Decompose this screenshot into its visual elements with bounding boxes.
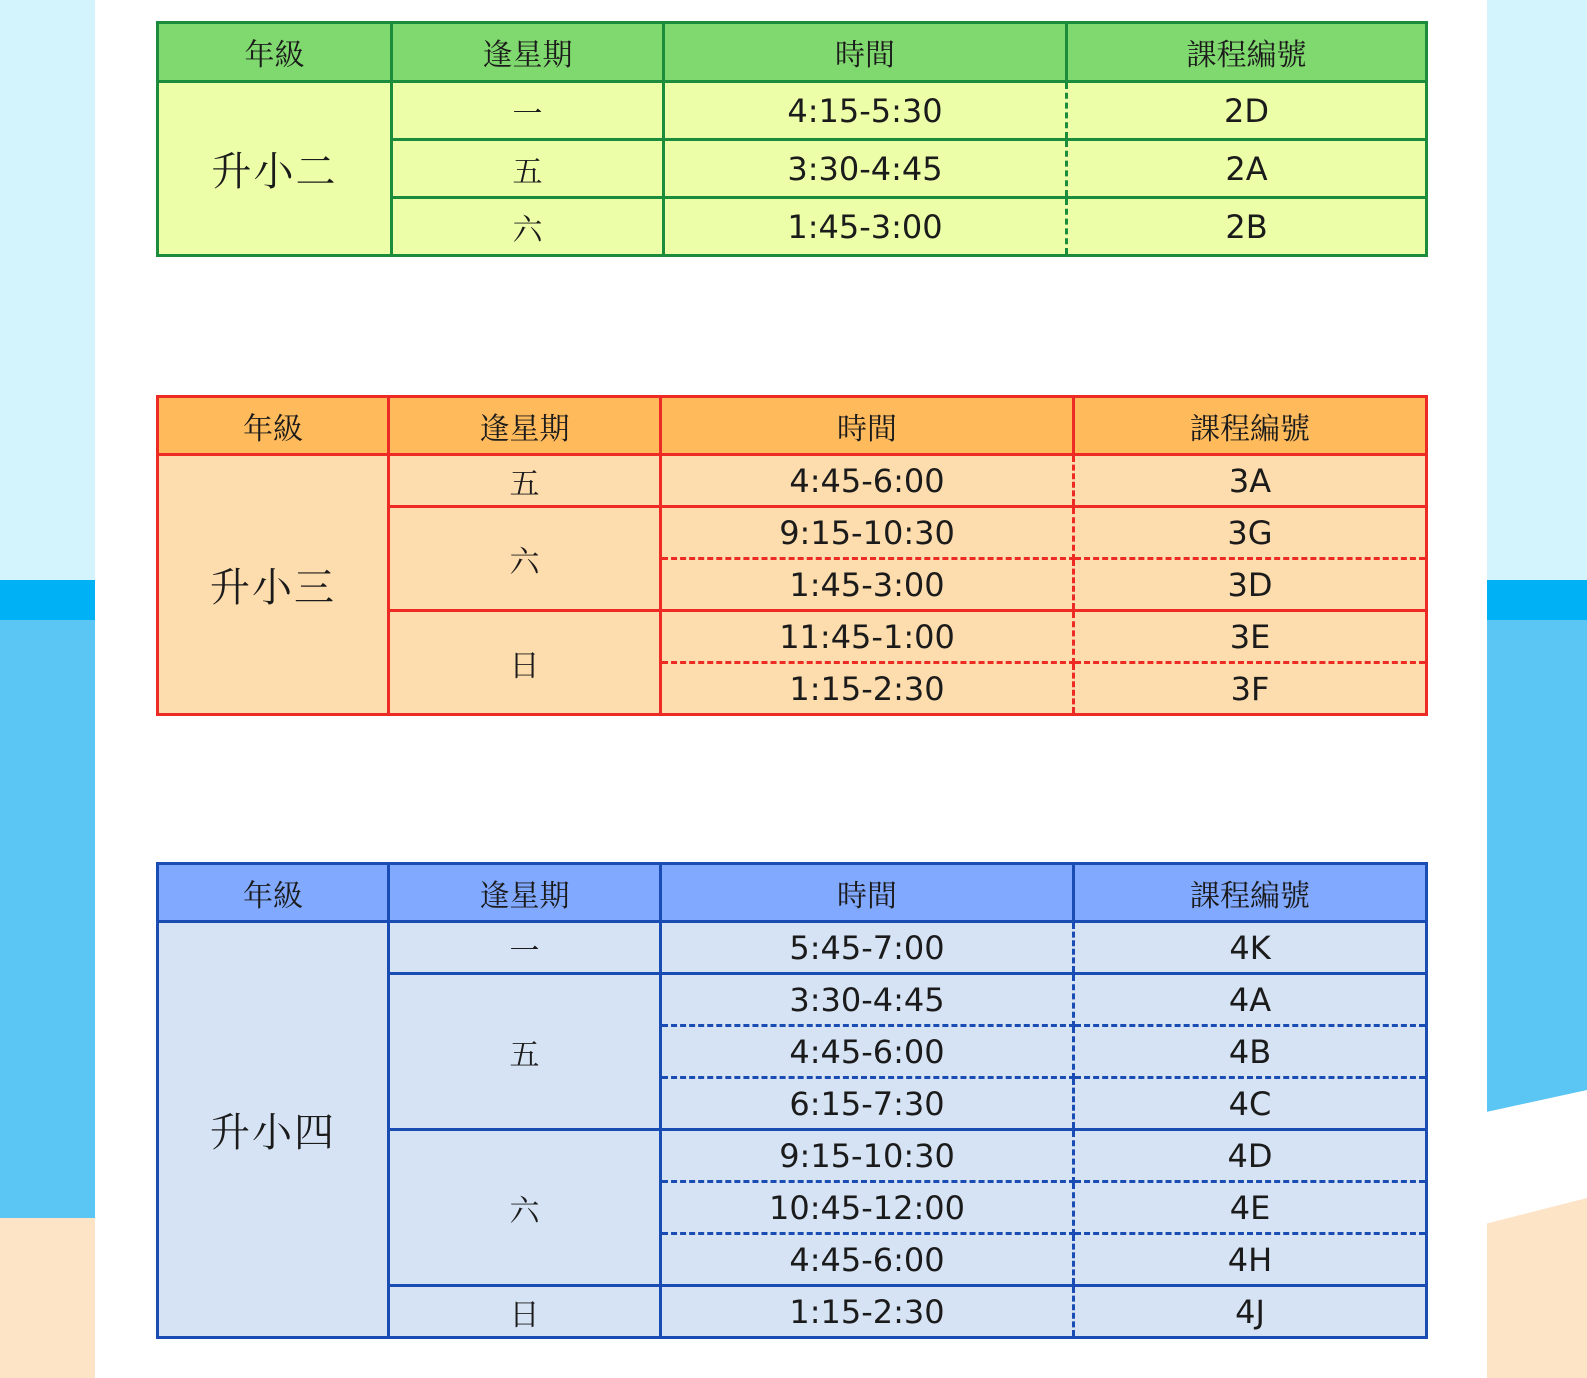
day-cell: 日 [389,1286,661,1338]
time-cell: 9:15-10:30 [661,1130,1074,1182]
grade-cell: 升小三 [158,455,389,715]
time-cell: 4:15-5:30 [664,82,1067,140]
time-cell: 3:30-4:45 [661,974,1074,1026]
code-cell: 4C [1074,1078,1427,1130]
time-cell: 3:30-4:45 [664,140,1067,198]
time-cell: 1:45-3:00 [664,198,1067,256]
header-time: 時間 [661,864,1074,922]
table-row [158,455,1427,507]
header-time: 時間 [664,23,1067,82]
header-weekday: 逢星期 [389,864,661,922]
schedule-table-p3 [156,395,1428,716]
code-cell: 2D [1067,82,1427,140]
code-cell: 3A [1074,455,1427,507]
code-cell: 2A [1067,140,1427,198]
day-cell: 一 [392,82,664,140]
code-cell: 4K [1074,922,1427,974]
code-cell: 3E [1074,611,1427,663]
time-cell: 1:15-2:30 [661,1286,1074,1338]
code-cell: 3D [1074,559,1427,611]
time-cell: 11:45-1:00 [661,611,1074,663]
code-cell: 2B [1067,198,1427,256]
header-grade: 年級 [158,397,389,455]
time-cell: 1:45-3:00 [661,559,1074,611]
header-grade: 年級 [158,864,389,922]
time-cell: 10:45-12:00 [661,1182,1074,1234]
header-row [158,23,1427,82]
code-cell: 3G [1074,507,1427,559]
time-cell: 5:45-7:00 [661,922,1074,974]
time-cell: 4:45-6:00 [661,1234,1074,1286]
code-cell: 4B [1074,1026,1427,1078]
header-grade: 年級 [158,23,392,82]
grade-cell: 升小四 [158,922,389,1338]
time-cell: 6:15-7:30 [661,1078,1074,1130]
code-cell: 4D [1074,1130,1427,1182]
schedule-table-p2 [156,21,1428,257]
day-cell: 日 [389,611,661,715]
header-time: 時間 [661,397,1074,455]
day-cell: 六 [389,507,661,611]
schedule-table-p4 [156,862,1428,1339]
day-cell: 五 [389,455,661,507]
table-row [158,82,1427,140]
code-cell: 4A [1074,974,1427,1026]
day-cell: 五 [389,974,661,1130]
header-code: 課程編號 [1074,397,1427,455]
day-cell: 六 [392,198,664,256]
header-row [158,397,1427,455]
code-cell: 4E [1074,1182,1427,1234]
header-code: 課程編號 [1074,864,1427,922]
header-weekday: 逢星期 [392,23,664,82]
time-cell: 4:45-6:00 [661,1026,1074,1078]
code-cell: 4J [1074,1286,1427,1338]
time-cell: 1:15-2:30 [661,663,1074,715]
grade-cell: 升小二 [158,82,392,256]
header-weekday: 逢星期 [389,397,661,455]
code-cell: 3F [1074,663,1427,715]
day-cell: 六 [389,1130,661,1286]
sand-right [1477,1198,1587,1378]
time-cell: 9:15-10:30 [661,507,1074,559]
header-code: 課程編號 [1067,23,1427,82]
sand-left [0,1218,100,1378]
header-row [158,864,1427,922]
code-cell: 4H [1074,1234,1427,1286]
time-cell: 4:45-6:00 [661,455,1074,507]
table-row [158,922,1427,974]
day-cell: 一 [389,922,661,974]
day-cell: 五 [392,140,664,198]
